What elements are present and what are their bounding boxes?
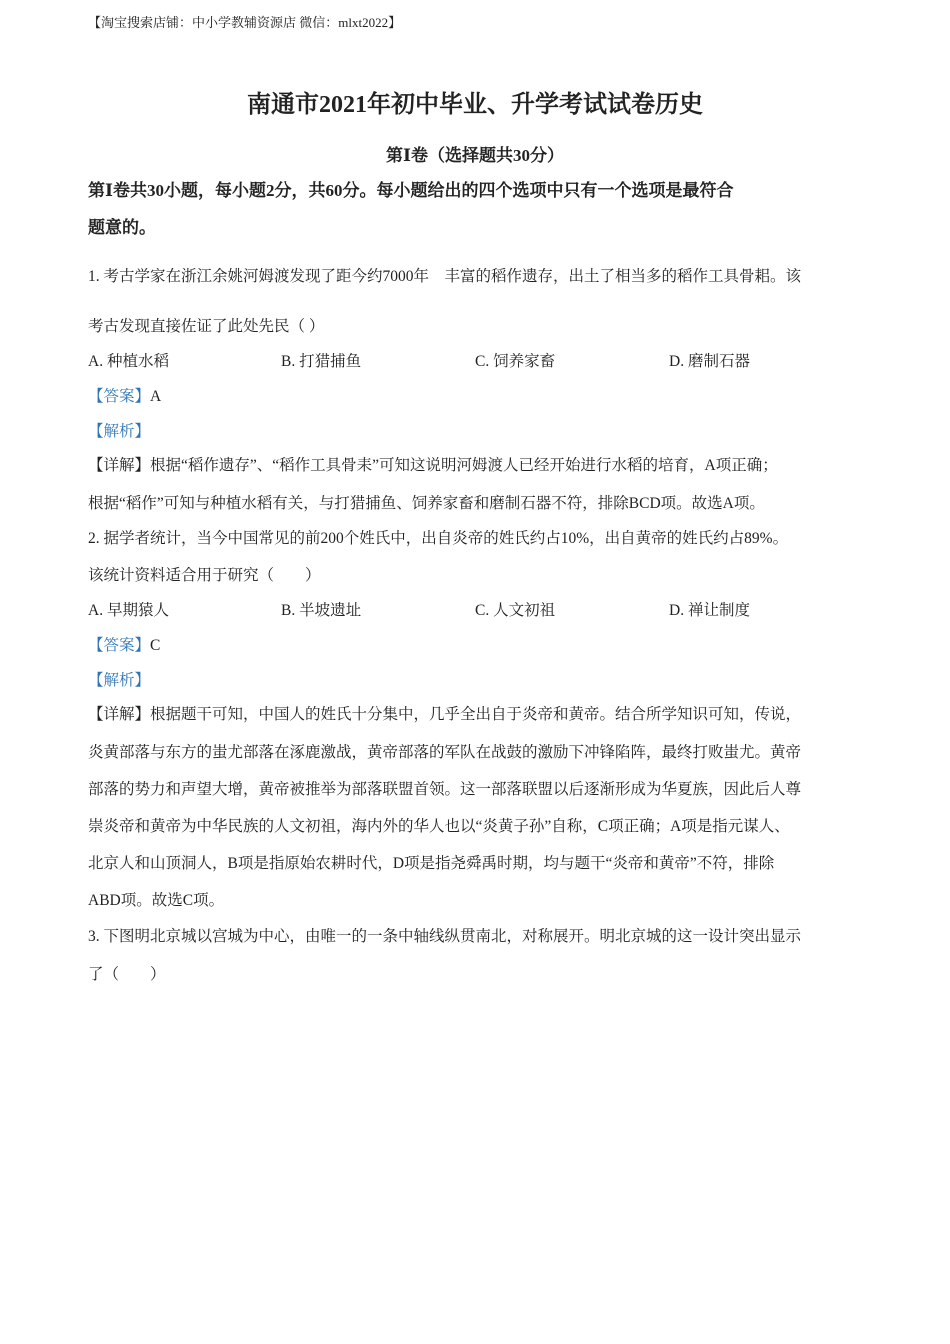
answer-tag: 【答案】	[88, 388, 151, 405]
question-2-detail-line-1	[88, 704, 801, 726]
question-2-stem-line-2: 该统计资料适合用于研究（ ）	[88, 567, 321, 584]
question-2-option-b: B. 半坡遗址	[281, 602, 362, 619]
question-1-option-c: C. 饲养家畜	[475, 353, 556, 370]
question-1-option-b: B. 打猎捕鱼	[281, 353, 362, 370]
detail-tag: 【详解】	[88, 457, 151, 474]
header-note: 【淘宝搜索店铺：中小学教辅资源店 微信：mlxt2022】	[88, 15, 402, 30]
question-2-detail-line-6: ABD项。故选C项。	[88, 892, 225, 909]
question-1-option-d: D. 磨制石器	[669, 353, 750, 370]
question-1-stem-line-1: 1. 考古学家在浙江余姚河姆渡发现了距今约7000年 丰富的稻作遗存，出土了相当多的稻作工具骨耜。该	[88, 268, 802, 285]
detail-text: 根据题干可知，中国人的姓氏十分集中，几乎全出自于炎帝和黄帝。结合所学知识可知，传说，	[150, 706, 802, 723]
analysis-tag: 【解析】	[88, 672, 151, 689]
question-1-detail-line-1	[88, 455, 778, 477]
question-1-analysis	[88, 421, 150, 443]
question-3-stem-line-1: 3. 下图明北京城以宫城为中心，由唯一的一条中轴线纵贯南北，对称展开。明北京城的这一设计突出显示	[88, 928, 802, 945]
answer-value: A	[150, 388, 162, 405]
answer-value: C	[150, 637, 161, 654]
question-2-option-d: D. 禅让制度	[669, 602, 750, 619]
instructions-line-2: 题意的。	[88, 218, 156, 237]
question-1-detail-line-2: 根据“稻作”可知与种植水稻有关，与打猎捕鱼、饲养家畜和磨制石器不符，排除BCD项。故选A项。	[88, 495, 765, 512]
question-2-detail-line-3: 部落的势力和声望大增，黄帝被推举为部落联盟首领。这一部落联盟以后逐渐形成为华夏族，因此后人尊	[88, 781, 802, 798]
question-2-answer	[88, 635, 160, 657]
section-subtitle: 第Ⅰ卷（选择题共30分）	[386, 146, 564, 165]
detail-text: 根据“稻作遗存”、“稻作工具骨耒”可知这说明河姆渡人已经开始进行水稻的培育，A项正确；	[150, 457, 778, 474]
question-2-stem-line-1: 2. 据学者统计，当今中国常见的前200个姓氏中，出自炎帝的姓氏约占10%，出自黄帝的姓氏约占89%。	[88, 530, 789, 547]
instructions-line-1: 第Ⅰ卷共30小题，每小题2分，共60分。每小题给出的四个选项中只有一个选项是最符合	[88, 181, 734, 200]
answer-tag: 【答案】	[88, 637, 151, 654]
question-2-detail-line-2: 炎黄部落与东方的蚩尤部落在涿鹿激战，黄帝部落的军队在战鼓的激励下冲锋陷阵，最终打败蚩尤。黄帝	[88, 744, 802, 761]
question-2-analysis	[88, 670, 150, 692]
question-2-detail-line-5: 北京人和山顶洞人，B项是指原始农耕时代，D项是指尧舜禹时期，均与题干“炎帝和黄帝”不符，排除	[88, 855, 775, 872]
question-1-answer	[88, 386, 161, 408]
question-2-detail-line-4: 崇炎帝和黄帝为中华民族的人文初祖，海内外的华人也以“炎黄子孙”自称，C项正确；A项是指元谋人、	[88, 818, 790, 835]
question-1-option-a: A. 种植水稻	[88, 353, 169, 370]
question-3-stem-line-2: 了（ ）	[88, 966, 166, 983]
detail-tag: 【详解】	[88, 706, 151, 723]
question-1-stem-line-2: 考古发现直接佐证了此处先民（ ）	[88, 318, 325, 335]
analysis-tag: 【解析】	[88, 423, 151, 440]
question-2-option-a: A. 早期猿人	[88, 602, 169, 619]
page-title: 南通市2021年初中毕业、升学考试试卷历史	[247, 92, 703, 118]
question-2-option-c: C. 人文初祖	[475, 602, 556, 619]
